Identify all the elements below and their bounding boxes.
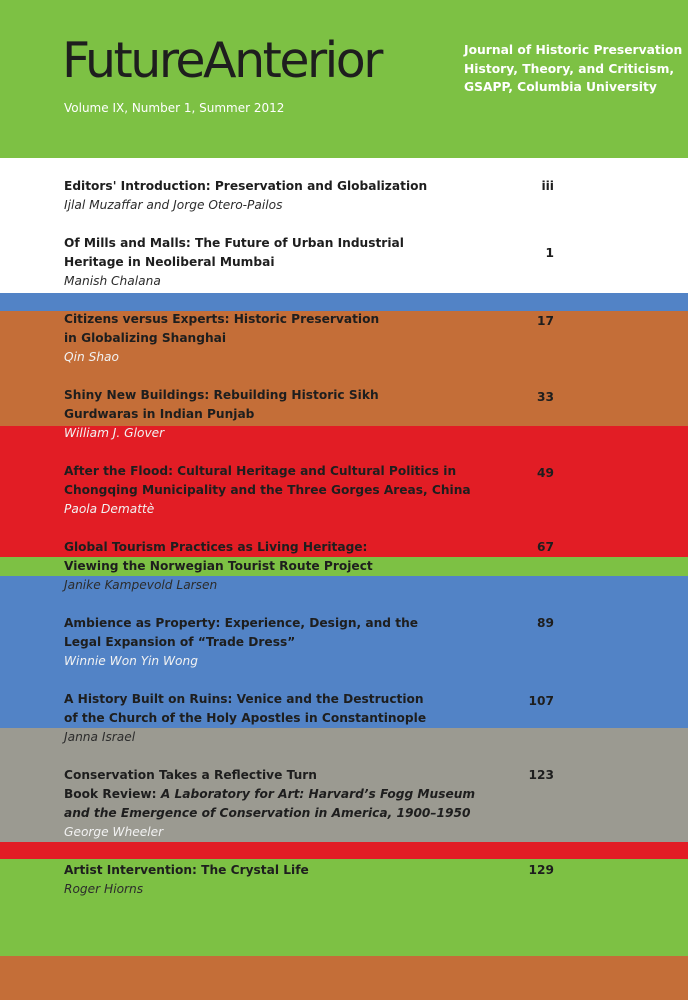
toc-entry-shiny-new-buildings[interactable] <box>64 386 584 443</box>
entry-authors: Roger Hiorns <box>64 882 144 896</box>
entry-authors: William J. Glover <box>64 426 165 440</box>
entry-title: Citizens versus Experts: Historic Preservation <box>64 312 380 326</box>
entry-page-number: 67 <box>537 540 554 554</box>
entry-title: Conservation Takes a Reflective Turn <box>64 768 317 782</box>
toc-entry-after-the-flood[interactable] <box>64 462 584 519</box>
entry-page-number: 107 <box>528 694 554 708</box>
entry-page-number: 49 <box>537 466 554 480</box>
entry-title: Shiny New Buildings: Rebuilding Historic Sikh <box>64 388 379 402</box>
toc-entry-ambience-as-property[interactable] <box>64 614 584 671</box>
toc-entry-artist-intervention[interactable] <box>64 861 584 899</box>
entry-authors: Janike Kampevold Larsen <box>64 578 218 592</box>
toc-entry-conservation-reflective-turn[interactable] <box>64 766 584 842</box>
entry-authors: Janna Israel <box>64 730 136 744</box>
toc-entry-citizens-versus-experts[interactable] <box>64 310 584 367</box>
entry-authors: Manish Chalana <box>64 274 161 288</box>
entry-page-number: iii <box>541 179 554 193</box>
toc-entry-editors-introduction[interactable] <box>64 177 584 215</box>
band-red-strip <box>0 842 688 859</box>
journal-title: FutureAnterior <box>62 32 381 89</box>
entry-title: Artist Intervention: The Crystal Life <box>64 863 309 877</box>
description-line: History, Theory, and Criticism, <box>464 61 675 76</box>
book-review-title: and the Emergence of Conservation in America, 1900–1950 <box>64 806 471 820</box>
entry-title: Of Mills and Malls: The Future of Urban Industrial <box>64 236 404 250</box>
entry-title: Gurdwaras in Indian Punjab <box>64 407 255 421</box>
volume-info: Volume IX, Number 1, Summer 2012 <box>64 101 285 115</box>
entry-title: Chongqing Municipality and the Three Gorges Areas, China <box>64 483 471 497</box>
entry-title: Heritage in Neoliberal Mumbai <box>64 255 275 269</box>
entry-title: of the Church of the Holy Apostles in Constantinople <box>64 711 427 725</box>
band-orange-bottom <box>0 956 688 1000</box>
entry-title: Editors' Introduction: Preservation and Globalization <box>64 179 428 193</box>
toc-entry-mills-and-malls[interactable] <box>64 234 584 291</box>
entry-page-number: 129 <box>528 863 554 877</box>
entry-title: Ambience as Property: Experience, Design, and the <box>64 616 419 630</box>
entry-title: Global Tourism Practices as Living Heritage: <box>64 540 368 554</box>
entry-page-number: 17 <box>537 314 554 328</box>
entry-title: A History Built on Ruins: Venice and the Destruction <box>64 692 424 706</box>
entry-title: in Globalizing Shanghai <box>64 331 227 345</box>
entry-title: Viewing the Norwegian Tourist Route Project <box>64 559 373 573</box>
entry-authors: Winnie Won Yin Wong <box>64 654 198 668</box>
entry-authors: Ijlal Muzaffar and Jorge Otero-Pailos <box>64 198 283 212</box>
entry-authors: George Wheeler <box>64 825 164 839</box>
book-review-title: A Laboratory for Art: Harvard’s Fogg Museum <box>160 787 476 801</box>
book-review-line <box>64 785 584 804</box>
entry-title: Legal Expansion of “Trade Dress” <box>64 635 296 649</box>
masthead <box>0 0 688 158</box>
toc-entry-history-built-on-ruins[interactable] <box>64 690 584 747</box>
description-line: GSAPP, Columbia University <box>464 80 657 94</box>
book-review-prefix: Book Review: <box>64 787 161 801</box>
entry-page-number: 123 <box>528 768 554 782</box>
toc-entry-global-tourism[interactable] <box>64 538 584 595</box>
entry-authors: Qin Shao <box>64 350 119 364</box>
journal-description <box>464 41 684 97</box>
entry-authors: Paola Demattè <box>64 502 155 516</box>
entry-page-number: 33 <box>537 390 554 404</box>
band-blue-strip <box>0 293 688 311</box>
description-line: Journal of Historic Preservation <box>464 43 683 57</box>
entry-page-number: 89 <box>537 616 554 630</box>
entry-page-number: 1 <box>545 246 554 260</box>
entry-title: After the Flood: Cultural Heritage and Cultural Politics in <box>64 464 457 478</box>
